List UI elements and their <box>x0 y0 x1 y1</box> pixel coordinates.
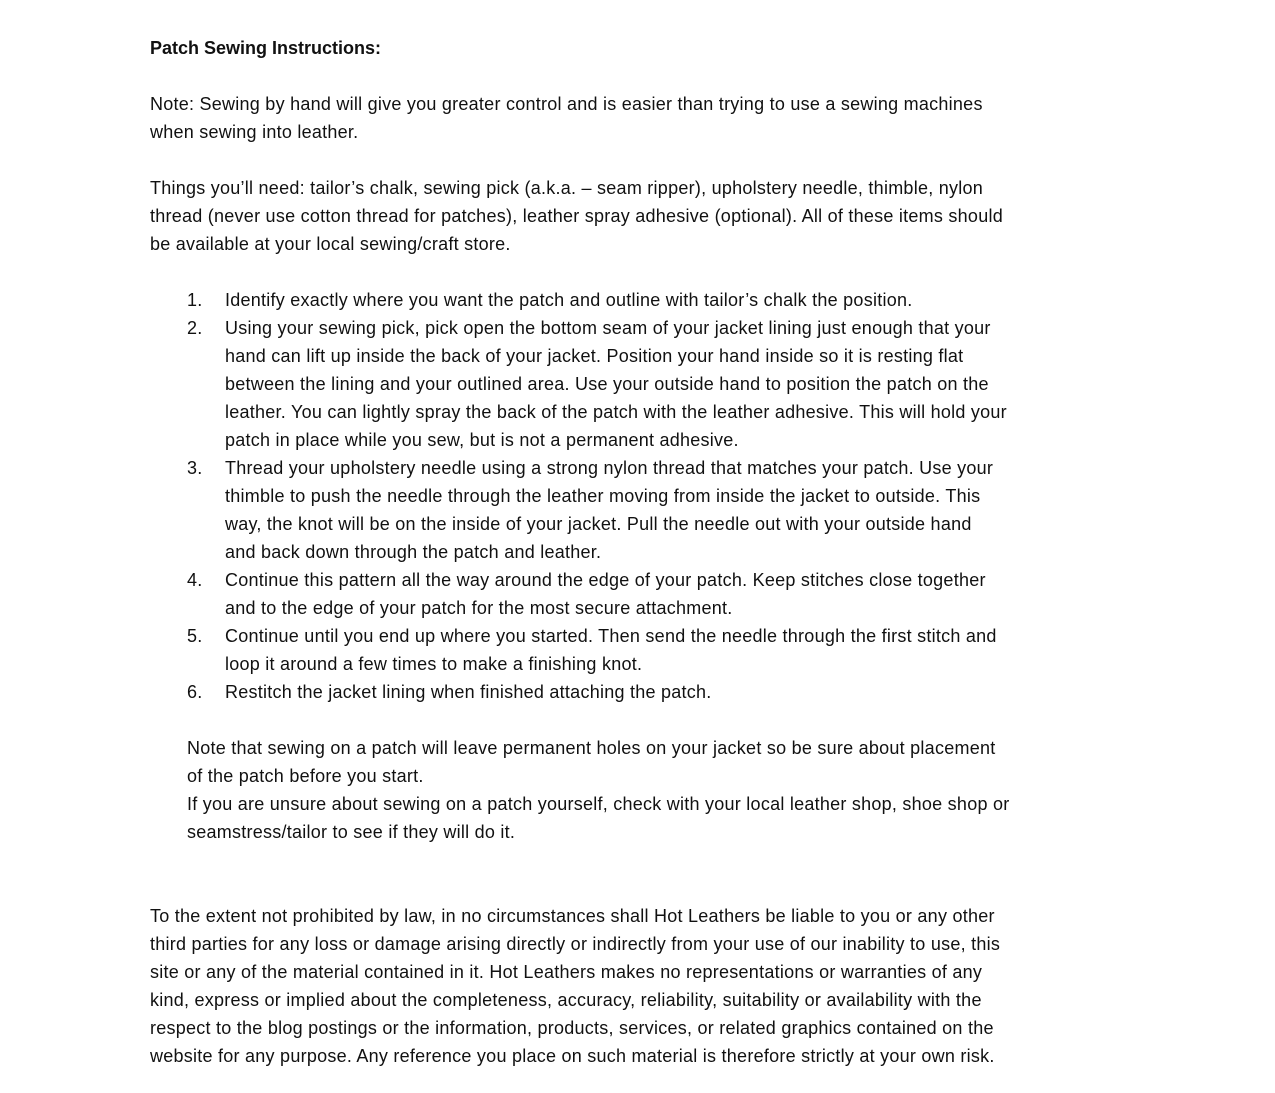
text-line: Things you’ll need: tailor’s chalk, sewing pick (a.k.a. – seam ripper), upholstery needle, thimble, nylon <box>150 178 983 198</box>
text-line: kind, express or implied about the completeness, accuracy, reliability, suitability or availability with the <box>150 990 982 1010</box>
text-line: and back down through the patch and leather. <box>225 542 602 562</box>
intro-note <box>150 90 1150 146</box>
document <box>150 34 1150 1070</box>
list-item-text <box>225 678 712 706</box>
list-number-text: 4. <box>187 570 203 590</box>
text-line: Identify exactly where you want the patch and outline with tailor’s chalk the position. <box>225 290 913 310</box>
text-line: of the patch before you start. <box>187 766 424 786</box>
text-line: way, the knot will be on the inside of your jacket. Pull the needle out with your outside hand <box>225 514 972 534</box>
list-number <box>150 286 225 314</box>
text-line: thimble to push the needle through the leather moving from inside the jacket to outside. This <box>225 486 981 506</box>
text-line: third parties for any loss or damage arising directly or indirectly from your use of our inability to use, this <box>150 934 1001 954</box>
text-line: and to the edge of your patch for the most secure attachment. <box>225 598 733 618</box>
list-item <box>150 314 1150 454</box>
text-line: Restitch the jacket lining when finished attaching the patch. <box>225 682 712 702</box>
text-line: If you are unsure about sewing on a patch yourself, check with your local leather shop, shoe shop or <box>187 794 1010 814</box>
text-line: hand can lift up inside the back of your jacket. Position your hand inside so it is resting flat <box>225 346 964 366</box>
text-line: To the extent not prohibited by law, in no circumstances shall Hot Leathers be liable to you or any other <box>150 906 995 926</box>
text-line: Note: Sewing by hand will give you greater control and is easier than trying to use a sewing machines <box>150 94 983 114</box>
text-line: when sewing into leather. <box>150 122 359 142</box>
text-line: site or any of the material contained in it. Hot Leathers makes no representations or warranties of any <box>150 962 983 982</box>
list-item <box>150 622 1150 678</box>
text-line: Continue until you end up where you started. Then send the needle through the first stitch and <box>225 626 997 646</box>
list-number-text: 5. <box>187 626 203 646</box>
steps-list <box>150 286 1150 706</box>
list-item-text <box>225 622 997 678</box>
list-item <box>150 678 1150 706</box>
list-item <box>150 454 1150 566</box>
list-item-text <box>225 454 993 566</box>
list-number-text: 2. <box>187 318 203 338</box>
text-line: be available at your local sewing/craft store. <box>150 234 511 254</box>
list-number <box>150 314 225 342</box>
list-item-text <box>225 286 912 314</box>
list-item-text <box>225 314 1007 454</box>
things-needed <box>150 174 1150 258</box>
text-line: Using your sewing pick, pick open the bottom seam of your jacket lining just enough that your <box>225 318 991 338</box>
list-number-text: 6. <box>187 682 203 702</box>
text-line: loop it around a few times to make a finishing knot. <box>225 654 643 674</box>
text-line: patch in place while you sew, but is not a permanent adhesive. <box>225 430 739 450</box>
list-number-text: 3. <box>187 458 203 478</box>
list-number <box>150 678 225 706</box>
text-line: thread (never use cotton thread for patches), leather spray adhesive (optional). All of these items should <box>150 206 1003 226</box>
text-line: leather. You can lightly spray the back of the patch with the leather adhesive. This will hold your <box>225 402 1007 422</box>
text-line: website for any purpose. Any reference you place on such material is therefore strictly at your own risk. <box>150 1046 995 1066</box>
text-line: Continue this pattern all the way around the edge of your patch. Keep stitches close together <box>225 570 986 590</box>
document-title: Patch Sewing Instructions: <box>150 38 382 58</box>
text-line: respect to the blog postings or the information, products, services, or related graphics contained on the <box>150 1018 994 1038</box>
list-number-text: 1. <box>187 290 203 310</box>
closing-notes <box>187 734 1150 846</box>
list-number <box>150 454 225 482</box>
text-line: seamstress/tailor to see if they will do it. <box>187 822 516 842</box>
list-number <box>150 566 225 594</box>
text-line: Note that sewing on a patch will leave permanent holes on your jacket so be sure about placement <box>187 738 996 758</box>
list-item <box>150 566 1150 622</box>
disclaimer <box>150 902 1150 1070</box>
text-line: between the lining and your outlined area. Use your outside hand to position the patch on the <box>225 374 989 394</box>
list-number <box>150 622 225 650</box>
list-item-text <box>225 566 986 622</box>
text-line: Thread your upholstery needle using a strong nylon thread that matches your patch. Use your <box>225 458 994 478</box>
list-item <box>150 286 1150 314</box>
